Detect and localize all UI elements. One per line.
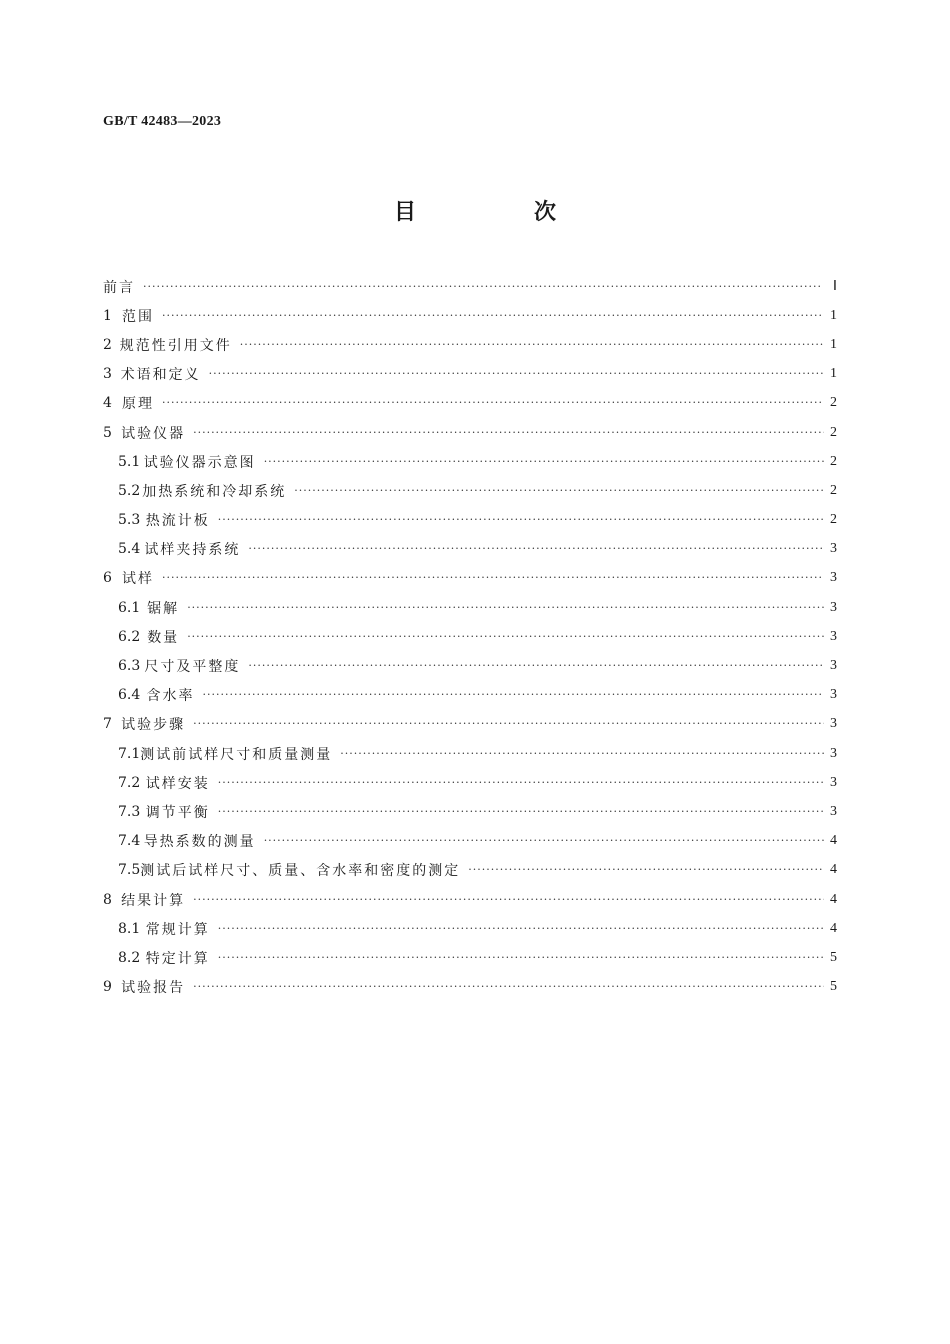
toc-entry-label: 锯解 (147, 600, 180, 617)
toc-entry-label: 试验仪器 (121, 425, 186, 442)
toc-entry-number: 7.4 (118, 833, 141, 850)
page-title: 目 次 (393, 199, 604, 225)
toc-entry-label: 试样夹持系统 (144, 542, 241, 559)
toc-entry-label: 试验报告 (121, 980, 186, 997)
dot-leader (209, 367, 824, 381)
dot-leader (187, 601, 824, 615)
toc-entry[interactable] (103, 301, 837, 330)
toc-entry[interactable] (103, 973, 837, 1002)
toc-entry-page-number: 2 (830, 453, 837, 469)
toc-entry[interactable] (103, 885, 837, 914)
toc-entry-number: 7.5 (118, 862, 141, 879)
dot-leader (264, 455, 824, 469)
toc-entry-number: 7.3 (118, 803, 141, 820)
toc-entry[interactable] (103, 710, 837, 739)
toc-entry-number: 5 (103, 424, 112, 441)
dot-leader (218, 951, 824, 965)
toc-entry-number: 8 (103, 891, 112, 908)
dot-leader (193, 426, 824, 440)
toc-entry-page-number: Ⅰ (832, 279, 837, 295)
toc-entry[interactable] (103, 914, 837, 943)
toc-entry-label: 试验仪器示意图 (143, 454, 256, 471)
toc-entry-number: 9 (103, 979, 112, 996)
toc-entry-number: 6.1 (118, 599, 141, 616)
toc-entry-label: 调节平衡 (145, 804, 210, 821)
toc-entry-number: 7.1 (118, 745, 141, 762)
toc-entry-page-number: 3 (830, 658, 837, 674)
toc-entry[interactable] (103, 564, 837, 593)
toc-entry-number: 7.2 (118, 774, 141, 791)
toc-entry-label: 试样 (121, 571, 154, 588)
toc-entry[interactable] (103, 389, 837, 418)
toc-entry-number: 6 (103, 570, 112, 587)
toc-entry-label: 数量 (147, 629, 180, 646)
toc-entry-label: 原理 (121, 396, 154, 413)
toc-entry-number: 5.4 (118, 541, 141, 558)
toc-entry-page-number: 3 (830, 803, 837, 819)
dot-leader (294, 484, 824, 498)
toc-entry-page-number: 3 (830, 570, 837, 586)
toc-entry-number: 7 (103, 716, 112, 733)
toc-entry[interactable] (103, 360, 837, 389)
toc-entry-number: 1 (103, 307, 112, 324)
toc-entry[interactable] (103, 330, 837, 359)
toc-entry-label: 尺寸及平整度 (144, 659, 241, 676)
toc-entry-page-number: 2 (830, 482, 837, 498)
toc-entry-label: 导热系数的测量 (143, 834, 256, 851)
toc-entry-page-number: 1 (830, 307, 837, 323)
dot-leader (193, 980, 824, 994)
dot-leader (218, 805, 824, 819)
toc-entry-page-number: 4 (830, 862, 837, 878)
toc-entry-label: 试样安装 (145, 775, 210, 792)
dot-leader (468, 863, 824, 877)
toc-entry[interactable] (103, 418, 837, 447)
toc-entry[interactable] (103, 856, 837, 885)
toc-entry-page-number: 2 (830, 424, 838, 440)
toc-entry-label: 含水率 (146, 688, 195, 705)
toc-entry-label: 常规计算 (145, 921, 210, 938)
dot-leader (264, 834, 824, 848)
dot-leader (218, 513, 824, 527)
dot-leader (162, 571, 823, 585)
toc-entry-page-number: 1 (830, 336, 837, 352)
toc-entry[interactable] (103, 506, 837, 535)
toc-entry-page-number: 1 (830, 366, 837, 382)
dot-leader (248, 659, 824, 673)
toc-entry[interactable] (103, 681, 837, 710)
toc-entry-number: 6.3 (118, 658, 141, 675)
toc-entry-label: 热流计板 (145, 513, 210, 530)
toc-entry-number: 5.3 (118, 512, 141, 529)
toc-entry-number: 4 (103, 395, 112, 412)
toc-entry-number: 8.1 (118, 920, 141, 937)
toc-entry-label: 测试前试样尺寸和质量测量 (140, 746, 333, 763)
toc-entry-number: 8.2 (118, 949, 141, 966)
toc-entry-page-number: 3 (830, 687, 838, 703)
toc-entry-label: 特定计算 (145, 950, 210, 967)
dot-leader (162, 396, 823, 410)
toc-entry[interactable] (103, 447, 837, 476)
toc-entry-page-number: 4 (830, 833, 837, 849)
toc-entry[interactable] (103, 476, 837, 505)
toc-entry-label: 范围 (121, 308, 154, 325)
toc-entry-page-number: 3 (830, 628, 837, 644)
toc-entry-page-number: 4 (830, 920, 837, 936)
toc-entry[interactable] (103, 593, 837, 622)
dot-leader (218, 776, 824, 790)
standard-code: GB/T 42483—2023 (103, 114, 222, 129)
toc-entry-label: 测试后试样尺寸、质量、含水率和密度的测定 (140, 863, 461, 880)
toc-entry-number: 5.1 (118, 453, 141, 470)
toc-entry[interactable] (103, 272, 837, 301)
toc-entry-number: 6.4 (118, 687, 141, 704)
dot-leader (143, 280, 823, 294)
toc-entry-page-number: 4 (830, 891, 838, 907)
toc-entry-page-number: 3 (830, 745, 837, 761)
toc-entry-number: 6.2 (118, 628, 141, 645)
toc-entry[interactable] (103, 535, 837, 564)
toc-entry-label: 规范性引用文件 (119, 337, 232, 354)
toc-entry-page-number: 5 (830, 979, 838, 995)
toc-entry-label: 加热系统和冷却系统 (142, 483, 287, 500)
dot-leader (240, 338, 824, 352)
dot-leader (193, 717, 824, 731)
table-of-contents (103, 272, 837, 1002)
dot-leader (187, 630, 824, 644)
toc-entry-label: 试验步骤 (121, 717, 186, 734)
toc-entry[interactable] (103, 827, 837, 856)
toc-entry-page-number: 3 (830, 541, 837, 557)
dot-leader (162, 309, 823, 323)
toc-entry-page-number: 2 (830, 512, 837, 528)
toc-entry-page-number: 2 (830, 395, 837, 411)
toc-entry[interactable] (103, 739, 837, 768)
dot-leader (218, 922, 824, 936)
toc-entry-page-number: 5 (830, 949, 837, 965)
toc-entry[interactable] (103, 651, 837, 680)
toc-entry[interactable] (103, 622, 837, 651)
toc-entry[interactable] (103, 943, 837, 972)
dot-leader (248, 542, 824, 556)
dot-leader (340, 747, 824, 761)
toc-entry-page-number: 3 (830, 716, 838, 732)
toc-entry-page-number: 3 (830, 599, 837, 615)
toc-entry-label: 结果计算 (121, 892, 186, 909)
toc-entry-number: 5.2 (118, 482, 141, 499)
toc-entry-number: 3 (103, 366, 112, 383)
toc-entry[interactable] (103, 797, 837, 826)
dot-leader (193, 893, 824, 907)
toc-entry-label: 术语和定义 (120, 367, 201, 384)
toc-entry[interactable] (103, 768, 837, 797)
toc-entry-number: 2 (103, 336, 112, 353)
toc-entry-label: 前言 (103, 279, 135, 296)
dot-leader (203, 688, 824, 702)
toc-entry-page-number: 3 (830, 774, 837, 790)
